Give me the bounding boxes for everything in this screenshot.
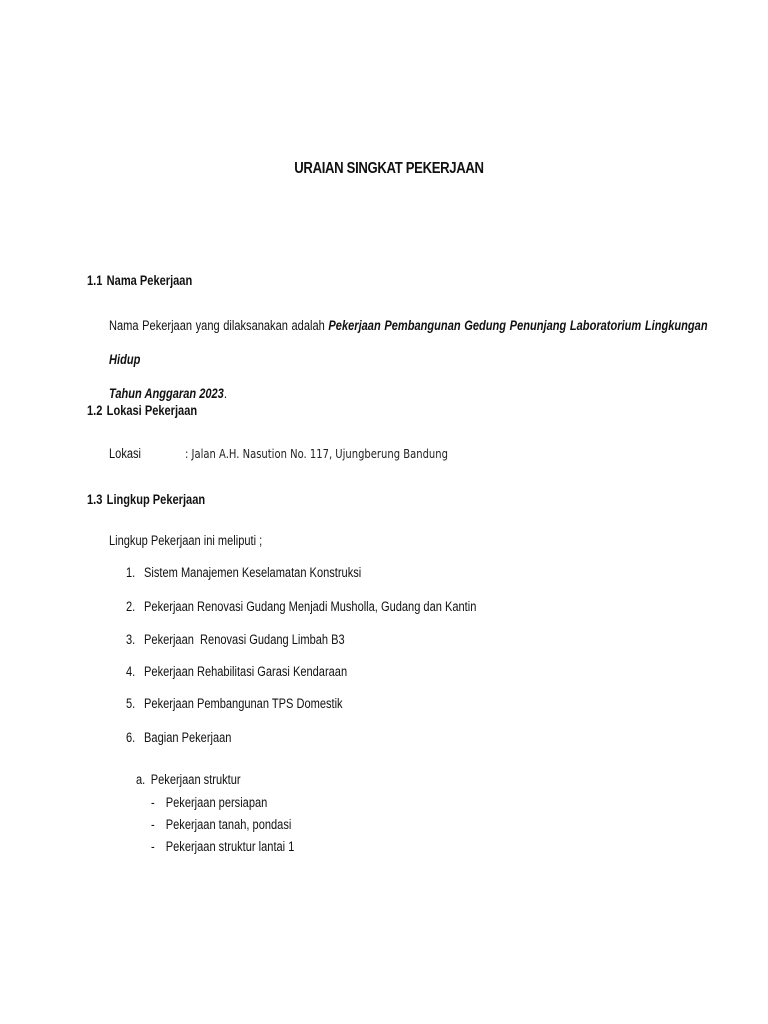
list-item (126, 730, 231, 745)
lingkup-intro: Lingkup Pekerjaan ini meliputi ; (109, 533, 263, 548)
list-number: 3. (126, 632, 136, 647)
section-heading-text: Lokasi Pekerjaan (106, 403, 198, 418)
list-text: Pekerjaan Rehabilitasi Garasi Kendaraan (144, 664, 348, 679)
bullet-text: Pekerjaan struktur lantai 1 (165, 839, 295, 854)
paragraph-line-2 (109, 386, 227, 401)
list-item (126, 632, 345, 647)
list-item (126, 565, 361, 580)
paragraph-emphasis-line1: Pekerjaan Pembangunan Gedung Penunjang Laboratorium Lingkungan Hidup (109, 318, 708, 367)
section-heading-text: Nama Pekerjaan (106, 273, 193, 288)
list-text: Pekerjaan Pembangunan TPS Domestik (144, 696, 343, 711)
bullet-item (151, 795, 267, 810)
list-item (126, 664, 347, 679)
list-number: 2. (126, 599, 136, 614)
list-number: 1. (126, 565, 136, 580)
bullet-item (151, 839, 294, 854)
list-text: Sistem Manajemen Keselamatan Konstruksi (144, 565, 362, 580)
section-heading-lingkup-pekerjaan (87, 492, 205, 507)
list-text: Pekerjaan Renovasi Gudang Menjadi Musholla, Gudang dan Kantin (144, 599, 477, 614)
list-text: Bagian Pekerjaan (144, 730, 232, 745)
section-number: 1.1 (87, 273, 103, 288)
paragraph-suffix: . (223, 386, 227, 401)
bullet-dash: - (151, 817, 155, 832)
bullet-text: Pekerjaan tanah, pondasi (165, 817, 292, 832)
bullet-dash: - (151, 795, 155, 810)
list-item (126, 696, 343, 711)
list-number: 6. (126, 730, 136, 745)
list-text: Pekerjaan Renovasi Gudang Limbah B3 (144, 632, 345, 647)
list-number: 4. (126, 664, 136, 679)
nama-pekerjaan-paragraph (109, 309, 708, 411)
paragraph-prefix: Nama Pekerjaan yang dilaksanakan adalah (109, 318, 325, 333)
document-title: URAIAN SINGKAT PEKERJAAN (294, 160, 484, 177)
section-heading-lokasi-pekerjaan (87, 403, 197, 418)
section-number: 1.2 (87, 403, 103, 418)
bullet-dash: - (151, 839, 155, 854)
section-heading-text: Lingkup Pekerjaan (106, 492, 206, 507)
list-item (126, 599, 476, 614)
sub-list-text: Pekerjaan struktur (150, 772, 241, 787)
bullet-item (151, 817, 291, 832)
section-number: 1.3 (87, 492, 103, 507)
sub-list-letter: a. (136, 772, 146, 787)
list-number: 5. (126, 696, 136, 711)
paragraph-line-1 (109, 309, 708, 377)
lokasi-value: : Jalan A.H. Nasution No. 117, Ujungberung Bandung (185, 446, 448, 461)
lokasi-label: Lokasi (109, 446, 142, 461)
bullet-text: Pekerjaan persiapan (165, 795, 268, 810)
paragraph-emphasis-line2: Tahun Anggaran 2023 (109, 386, 224, 401)
section-heading-nama-pekerjaan (87, 273, 192, 288)
sub-list-item (136, 772, 241, 787)
